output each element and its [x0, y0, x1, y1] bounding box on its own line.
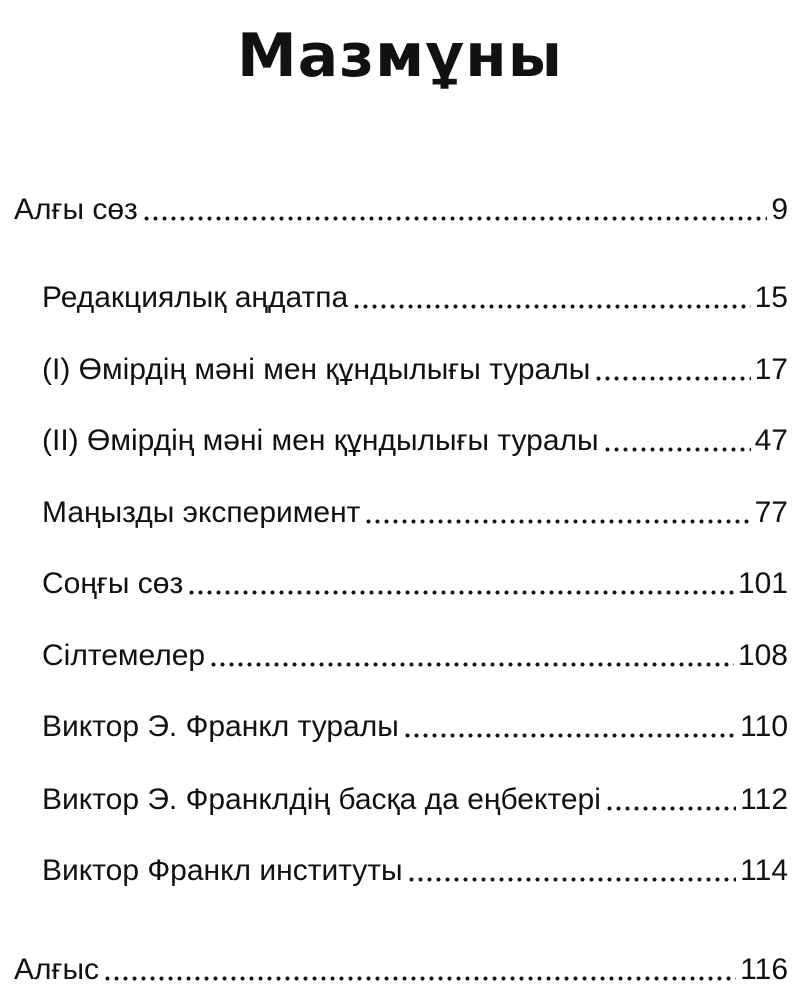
- toc-entry-references: [42, 636, 788, 676]
- toc-page-number: 15: [754, 281, 788, 314]
- dot-leader: [605, 806, 736, 811]
- toc-entry-acknowledgements: [14, 950, 788, 990]
- dot-leader: [209, 662, 734, 667]
- toc-entry-experiment: [42, 493, 788, 533]
- toc-entry-label: Алғыс: [14, 953, 100, 986]
- dot-leader: [187, 590, 734, 595]
- toc-page-number: 9: [771, 193, 788, 226]
- toc-entry-meaning-part-1: [42, 350, 788, 390]
- toc-entry-label: Соңғы сөз: [42, 567, 184, 600]
- toc-entry-meaning-part-2: [42, 421, 788, 461]
- toc-page-number: 77: [754, 496, 788, 529]
- toc-page-number: 108: [737, 639, 788, 672]
- toc-entry-label: Сілтемелер: [42, 639, 206, 672]
- dot-leader: [364, 519, 750, 524]
- toc-entry-label: (II) Өмірдің мәні мен құндылығы туралы: [42, 424, 599, 457]
- toc-entry-about-frankl: [42, 707, 788, 747]
- toc-entry-foreword: [14, 190, 788, 230]
- toc-entry-label: Маңызды эксперимент: [42, 496, 361, 529]
- dot-leader: [407, 877, 737, 882]
- toc-page-number: 116: [740, 953, 788, 986]
- toc-entry-afterword: [42, 564, 788, 604]
- toc-entry-label: Виктор Э. Франкл туралы: [42, 710, 399, 743]
- dot-leader: [103, 976, 736, 981]
- toc-entry-label: (I) Өмірдің мәні мен құндылығы туралы: [42, 353, 591, 386]
- toc-entry-label: Виктор Франкл институты: [42, 854, 403, 887]
- dot-leader: [594, 376, 750, 381]
- toc-entry-other-works: [42, 780, 788, 820]
- toc-entry-label: Виктор Э. Франклдің басқа да еңбектері: [42, 783, 601, 816]
- dot-leader: [352, 304, 750, 309]
- dot-leader: [403, 733, 736, 738]
- toc-entry-institute: [42, 851, 788, 891]
- toc-page-number: 17: [754, 353, 788, 386]
- toc-page-number: 112: [740, 783, 788, 816]
- toc-entry-label: Алғы сөз: [14, 193, 138, 226]
- dot-leader: [142, 216, 768, 221]
- toc-page-number: 110: [740, 710, 788, 743]
- toc-page-number: 114: [740, 854, 788, 887]
- toc-page-number: 101: [737, 567, 788, 600]
- toc-page-number: 47: [754, 424, 788, 457]
- page-title: Мазмұны: [237, 21, 563, 91]
- toc-entry-editorial-note: [42, 278, 788, 318]
- toc-entry-label: Редакциялық аңдатпа: [42, 281, 349, 314]
- dot-leader: [603, 447, 751, 452]
